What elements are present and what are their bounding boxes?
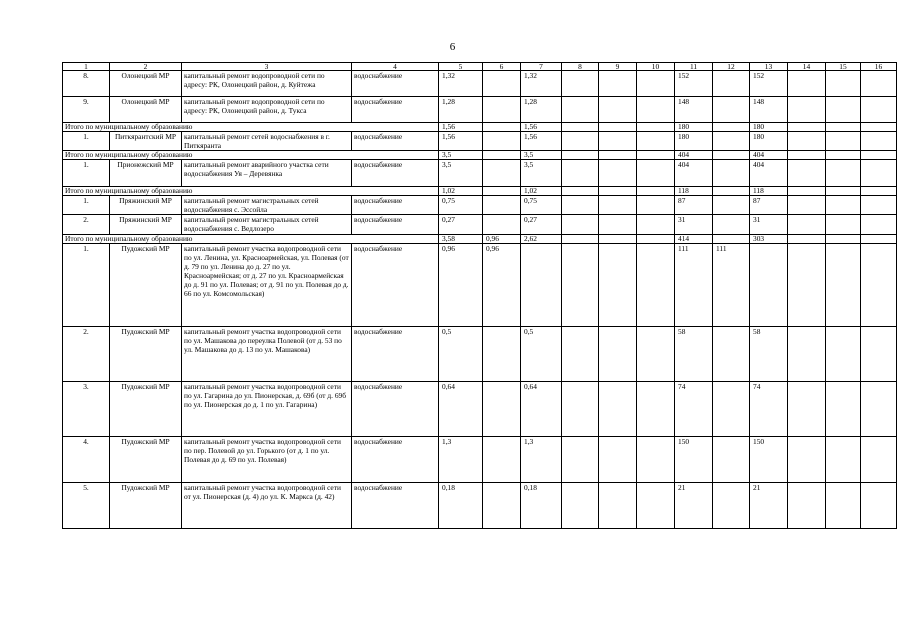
value-col-14 [788,187,826,196]
value-col-6 [483,482,521,528]
row-number: 3. [63,381,110,436]
work-description: капитальный ремонт участка водопроводной сети по пер. Полевой до ул. Горького (от д. 1 по ул. Полевая до д. 69 по ул. Полевая) [182,436,352,482]
value-col-6 [483,436,521,482]
row-number: 1. [63,243,110,326]
table-row [63,160,897,187]
value-col-13: 118 [750,187,788,196]
municipality: Пудожский МР [110,436,182,482]
value-col-9 [599,160,637,187]
column-number-cell: 2 [110,63,182,71]
value-col-9 [599,215,637,234]
value-col-7: 1,02 [521,187,562,196]
value-col-14 [788,160,826,187]
value-col-9 [599,151,637,160]
value-col-11: 404 [675,160,713,187]
value-col-8 [562,97,599,123]
value-col-9 [599,234,637,243]
work-category: водоснабжение [352,71,439,97]
value-col-5: 0,18 [439,482,483,528]
value-col-10 [637,381,675,436]
column-number-cell: 4 [352,63,439,71]
value-col-5: 0,75 [439,196,483,215]
value-col-8 [562,123,599,132]
value-col-16 [861,326,897,381]
value-col-7: 0,5 [521,326,562,381]
municipality: Олонецкий МР [110,71,182,97]
work-category: водоснабжение [352,196,439,215]
value-col-13: 150 [750,436,788,482]
value-col-12 [713,436,750,482]
value-col-7: 1,3 [521,436,562,482]
value-col-14 [788,243,826,326]
value-col-8 [562,187,599,196]
value-col-7: 0,64 [521,381,562,436]
column-number-row [63,63,897,71]
subtotal-row [63,187,897,196]
value-col-14 [788,234,826,243]
value-col-16 [861,123,897,132]
value-col-16 [861,187,897,196]
value-col-5: 3,5 [439,160,483,187]
value-col-8 [562,132,599,151]
subtotal-row [63,234,897,243]
column-number-cell: 12 [713,63,750,71]
value-col-8 [562,243,599,326]
table-row [63,97,897,123]
value-col-16 [861,234,897,243]
value-col-13: 404 [750,160,788,187]
column-number-cell: 8 [562,63,599,71]
value-col-16 [861,97,897,123]
value-col-14 [788,151,826,160]
value-col-11: 148 [675,97,713,123]
value-col-6: 0,96 [483,243,521,326]
value-col-12 [713,160,750,187]
value-col-7: 1,56 [521,123,562,132]
municipality: Прионежский МР [110,160,182,187]
work-description: капитальный ремонт магистральных сетей водоснабжения с. Эссойла [182,196,352,215]
value-col-15 [826,71,861,97]
work-category: водоснабжение [352,243,439,326]
value-col-7: 0,18 [521,482,562,528]
value-col-6 [483,132,521,151]
value-col-7: 3,5 [521,151,562,160]
value-col-6 [483,123,521,132]
value-col-12 [713,234,750,243]
column-number-cell: 1 [63,63,110,71]
municipality: Пудожский МР [110,381,182,436]
work-category: водоснабжение [352,381,439,436]
value-col-16 [861,71,897,97]
column-number-cell: 14 [788,63,826,71]
value-col-16 [861,215,897,234]
column-number-cell: 10 [637,63,675,71]
table-row [63,132,897,151]
value-col-13 [750,243,788,326]
row-number: 8. [63,71,110,97]
value-col-6 [483,187,521,196]
value-col-7: 1,32 [521,71,562,97]
value-col-6 [483,151,521,160]
value-col-15 [826,436,861,482]
value-col-14 [788,196,826,215]
value-col-8 [562,381,599,436]
value-col-13: 31 [750,215,788,234]
value-col-6 [483,160,521,187]
value-col-15 [826,381,861,436]
column-number-cell: 13 [750,63,788,71]
value-col-15 [826,196,861,215]
value-col-12 [713,215,750,234]
value-col-11: 58 [675,326,713,381]
municipality: Питкярантский МР [110,132,182,151]
value-col-10 [637,187,675,196]
value-col-11: 21 [675,482,713,528]
value-col-11: 180 [675,123,713,132]
value-col-13: 87 [750,196,788,215]
value-col-5: 1,02 [439,187,483,196]
value-col-15 [826,187,861,196]
value-col-13: 404 [750,151,788,160]
value-col-14 [788,215,826,234]
column-number-cell: 6 [483,63,521,71]
value-col-11: 150 [675,436,713,482]
work-description: капитальный ремонт сетей водоснабжения в г. Питкяранта [182,132,352,151]
column-number-cell: 15 [826,63,861,71]
column-number-cell: 9 [599,63,637,71]
value-col-5: 1,32 [439,71,483,97]
value-col-10 [637,160,675,187]
row-number: 9. [63,97,110,123]
value-col-9 [599,132,637,151]
work-description: капитальный ремонт водопроводной сети по адресу: РК, Олонецкий район, д. Куйтежа [182,71,352,97]
value-col-15 [826,243,861,326]
value-col-16 [861,196,897,215]
value-col-9 [599,97,637,123]
work-description: капитальный ремонт участка водопроводной сети по ул. Гагарина до ул. Пионерская, д. 69б (от д. 69б по ул. Пионерская до д. 1 по ул. Гагарина) [182,381,352,436]
value-col-14 [788,71,826,97]
row-number: 2. [63,326,110,381]
municipality: Пряжинский МР [110,215,182,234]
value-col-11: 152 [675,71,713,97]
value-col-14 [788,123,826,132]
table-row [63,326,897,381]
value-col-11: 414 [675,234,713,243]
value-col-15 [826,215,861,234]
row-number: 5. [63,482,110,528]
value-col-14 [788,97,826,123]
subtotal-label: Итого по муниципальному образованию [63,187,439,196]
value-col-9 [599,196,637,215]
subtotal-label: Итого по муниципальному образованию [63,123,439,132]
value-col-5: 3,5 [439,151,483,160]
value-col-12 [713,123,750,132]
value-col-9 [599,71,637,97]
value-col-12 [713,196,750,215]
value-col-16 [861,132,897,151]
value-col-16 [861,381,897,436]
table-row [63,71,897,97]
row-number: 4. [63,436,110,482]
value-col-9 [599,123,637,132]
value-col-15 [826,160,861,187]
row-number: 1. [63,196,110,215]
subtotal-row [63,151,897,160]
value-col-12 [713,97,750,123]
value-col-15 [826,234,861,243]
value-col-16 [861,243,897,326]
value-col-12 [713,482,750,528]
value-col-5: 1,3 [439,436,483,482]
value-col-5: 1,28 [439,97,483,123]
table-row [63,215,897,234]
value-col-15 [826,123,861,132]
value-col-6 [483,97,521,123]
value-col-8 [562,196,599,215]
value-col-6 [483,71,521,97]
value-col-10 [637,97,675,123]
value-col-5: 1,56 [439,132,483,151]
value-col-15 [826,151,861,160]
value-col-5: 0,5 [439,326,483,381]
work-description: капитальный ремонт водопроводной сети по адресу: РК, Олонецкий район, д. Тукса [182,97,352,123]
value-col-11: 87 [675,196,713,215]
value-col-12 [713,326,750,381]
table-row [63,436,897,482]
value-col-14 [788,326,826,381]
value-col-5: 0,96 [439,243,483,326]
value-col-6: 0,96 [483,234,521,243]
municipality: Пудожский МР [110,326,182,381]
row-number: 1. [63,160,110,187]
program-table [62,62,897,529]
value-col-16 [861,436,897,482]
column-number-cell: 5 [439,63,483,71]
value-col-8 [562,326,599,381]
value-col-8 [562,234,599,243]
value-col-15 [826,482,861,528]
value-col-6 [483,381,521,436]
value-col-9 [599,482,637,528]
value-col-9 [599,436,637,482]
value-col-8 [562,482,599,528]
value-col-14 [788,132,826,151]
value-col-15 [826,132,861,151]
value-col-10 [637,151,675,160]
value-col-5: 3,58 [439,234,483,243]
work-category: водоснабжение [352,326,439,381]
value-col-10 [637,215,675,234]
table-row [63,243,897,326]
value-col-7: 1,56 [521,132,562,151]
value-col-12 [713,132,750,151]
value-col-10 [637,196,675,215]
value-col-16 [861,151,897,160]
work-description: капитальный ремонт участка водопроводной сети по ул. Ленина, ул. Красноармейская, ул. Полевая (от д. 79 по ул. Ленина до д. 27 по ул. Красноармейская; от д. 27 по ул. Красноармейская до д. 91 по ул. Полевая; от д. 91 по ул. Полевая до д. 66 по ул. Комсомольская) [182,243,352,326]
row-number: 1. [63,132,110,151]
row-number: 2. [63,215,110,234]
value-col-11: 31 [675,215,713,234]
value-col-8 [562,436,599,482]
value-col-6 [483,215,521,234]
value-col-11: 404 [675,151,713,160]
value-col-11: 74 [675,381,713,436]
column-number-cell: 16 [861,63,897,71]
value-col-14 [788,436,826,482]
value-col-10 [637,234,675,243]
work-category: водоснабжение [352,97,439,123]
value-col-13: 74 [750,381,788,436]
value-col-13: 152 [750,71,788,97]
column-number-cell: 3 [182,63,352,71]
value-col-14 [788,482,826,528]
value-col-15 [826,326,861,381]
column-number-cell: 11 [675,63,713,71]
value-col-8 [562,160,599,187]
value-col-16 [861,160,897,187]
value-col-7: 1,28 [521,97,562,123]
value-col-9 [599,326,637,381]
value-col-14 [788,381,826,436]
page-number: 6 [449,41,456,53]
value-col-10 [637,71,675,97]
value-col-10 [637,243,675,326]
value-col-5: 1,56 [439,123,483,132]
work-description: капитальный ремонт участка водопроводной сети от ул. Пионерская (д. 4) до ул. К. Маркса (д. 42) [182,482,352,528]
municipality: Пряжинский МР [110,196,182,215]
value-col-5: 0,27 [439,215,483,234]
value-col-13: 303 [750,234,788,243]
value-col-10 [637,326,675,381]
value-col-6 [483,196,521,215]
value-col-5: 0,64 [439,381,483,436]
table-row [63,381,897,436]
work-category: водоснабжение [352,215,439,234]
value-col-13: 21 [750,482,788,528]
table-row [63,196,897,215]
value-col-12 [713,187,750,196]
value-col-10 [637,132,675,151]
municipality: Олонецкий МР [110,97,182,123]
value-col-12 [713,151,750,160]
value-col-7 [521,243,562,326]
value-col-7: 3,5 [521,160,562,187]
value-col-12 [713,381,750,436]
subtotal-label: Итого по муниципальному образованию [63,151,439,160]
work-category: водоснабжение [352,132,439,151]
value-col-7: 0,75 [521,196,562,215]
value-col-11: 111 [675,243,713,326]
value-col-13: 180 [750,132,788,151]
value-col-10 [637,123,675,132]
value-col-16 [861,482,897,528]
value-col-9 [599,187,637,196]
work-category: водоснабжение [352,482,439,528]
value-col-10 [637,436,675,482]
value-col-12: 111 [713,243,750,326]
value-col-15 [826,97,861,123]
table-row [63,482,897,528]
value-col-8 [562,215,599,234]
value-col-13: 180 [750,123,788,132]
value-col-8 [562,71,599,97]
subtotal-row [63,123,897,132]
value-col-8 [562,151,599,160]
work-category: водоснабжение [352,160,439,187]
value-col-11: 118 [675,187,713,196]
value-col-9 [599,243,637,326]
subtotal-label: Итого по муниципальному образованию [63,234,439,243]
work-category: водоснабжение [352,436,439,482]
value-col-7: 2,62 [521,234,562,243]
value-col-6 [483,326,521,381]
value-col-11: 180 [675,132,713,151]
value-col-7: 0,27 [521,215,562,234]
value-col-10 [637,482,675,528]
work-description: капитальный ремонт аварийного участка сети водоснабжения Уя – Деревянка [182,160,352,187]
municipality: Пудожский МР [110,482,182,528]
work-description: капитальный ремонт участка водопроводной сети по ул. Машакова до переулка Полевой (от д. 53 по ул. Машакова до д. 13 по ул. Машакова) [182,326,352,381]
value-col-9 [599,381,637,436]
work-description: капитальный ремонт магистральных сетей водоснабжения с. Ведлозеро [182,215,352,234]
column-number-cell: 7 [521,63,562,71]
value-col-12 [713,71,750,97]
municipality: Пудожский МР [110,243,182,326]
value-col-13: 148 [750,97,788,123]
value-col-13: 58 [750,326,788,381]
